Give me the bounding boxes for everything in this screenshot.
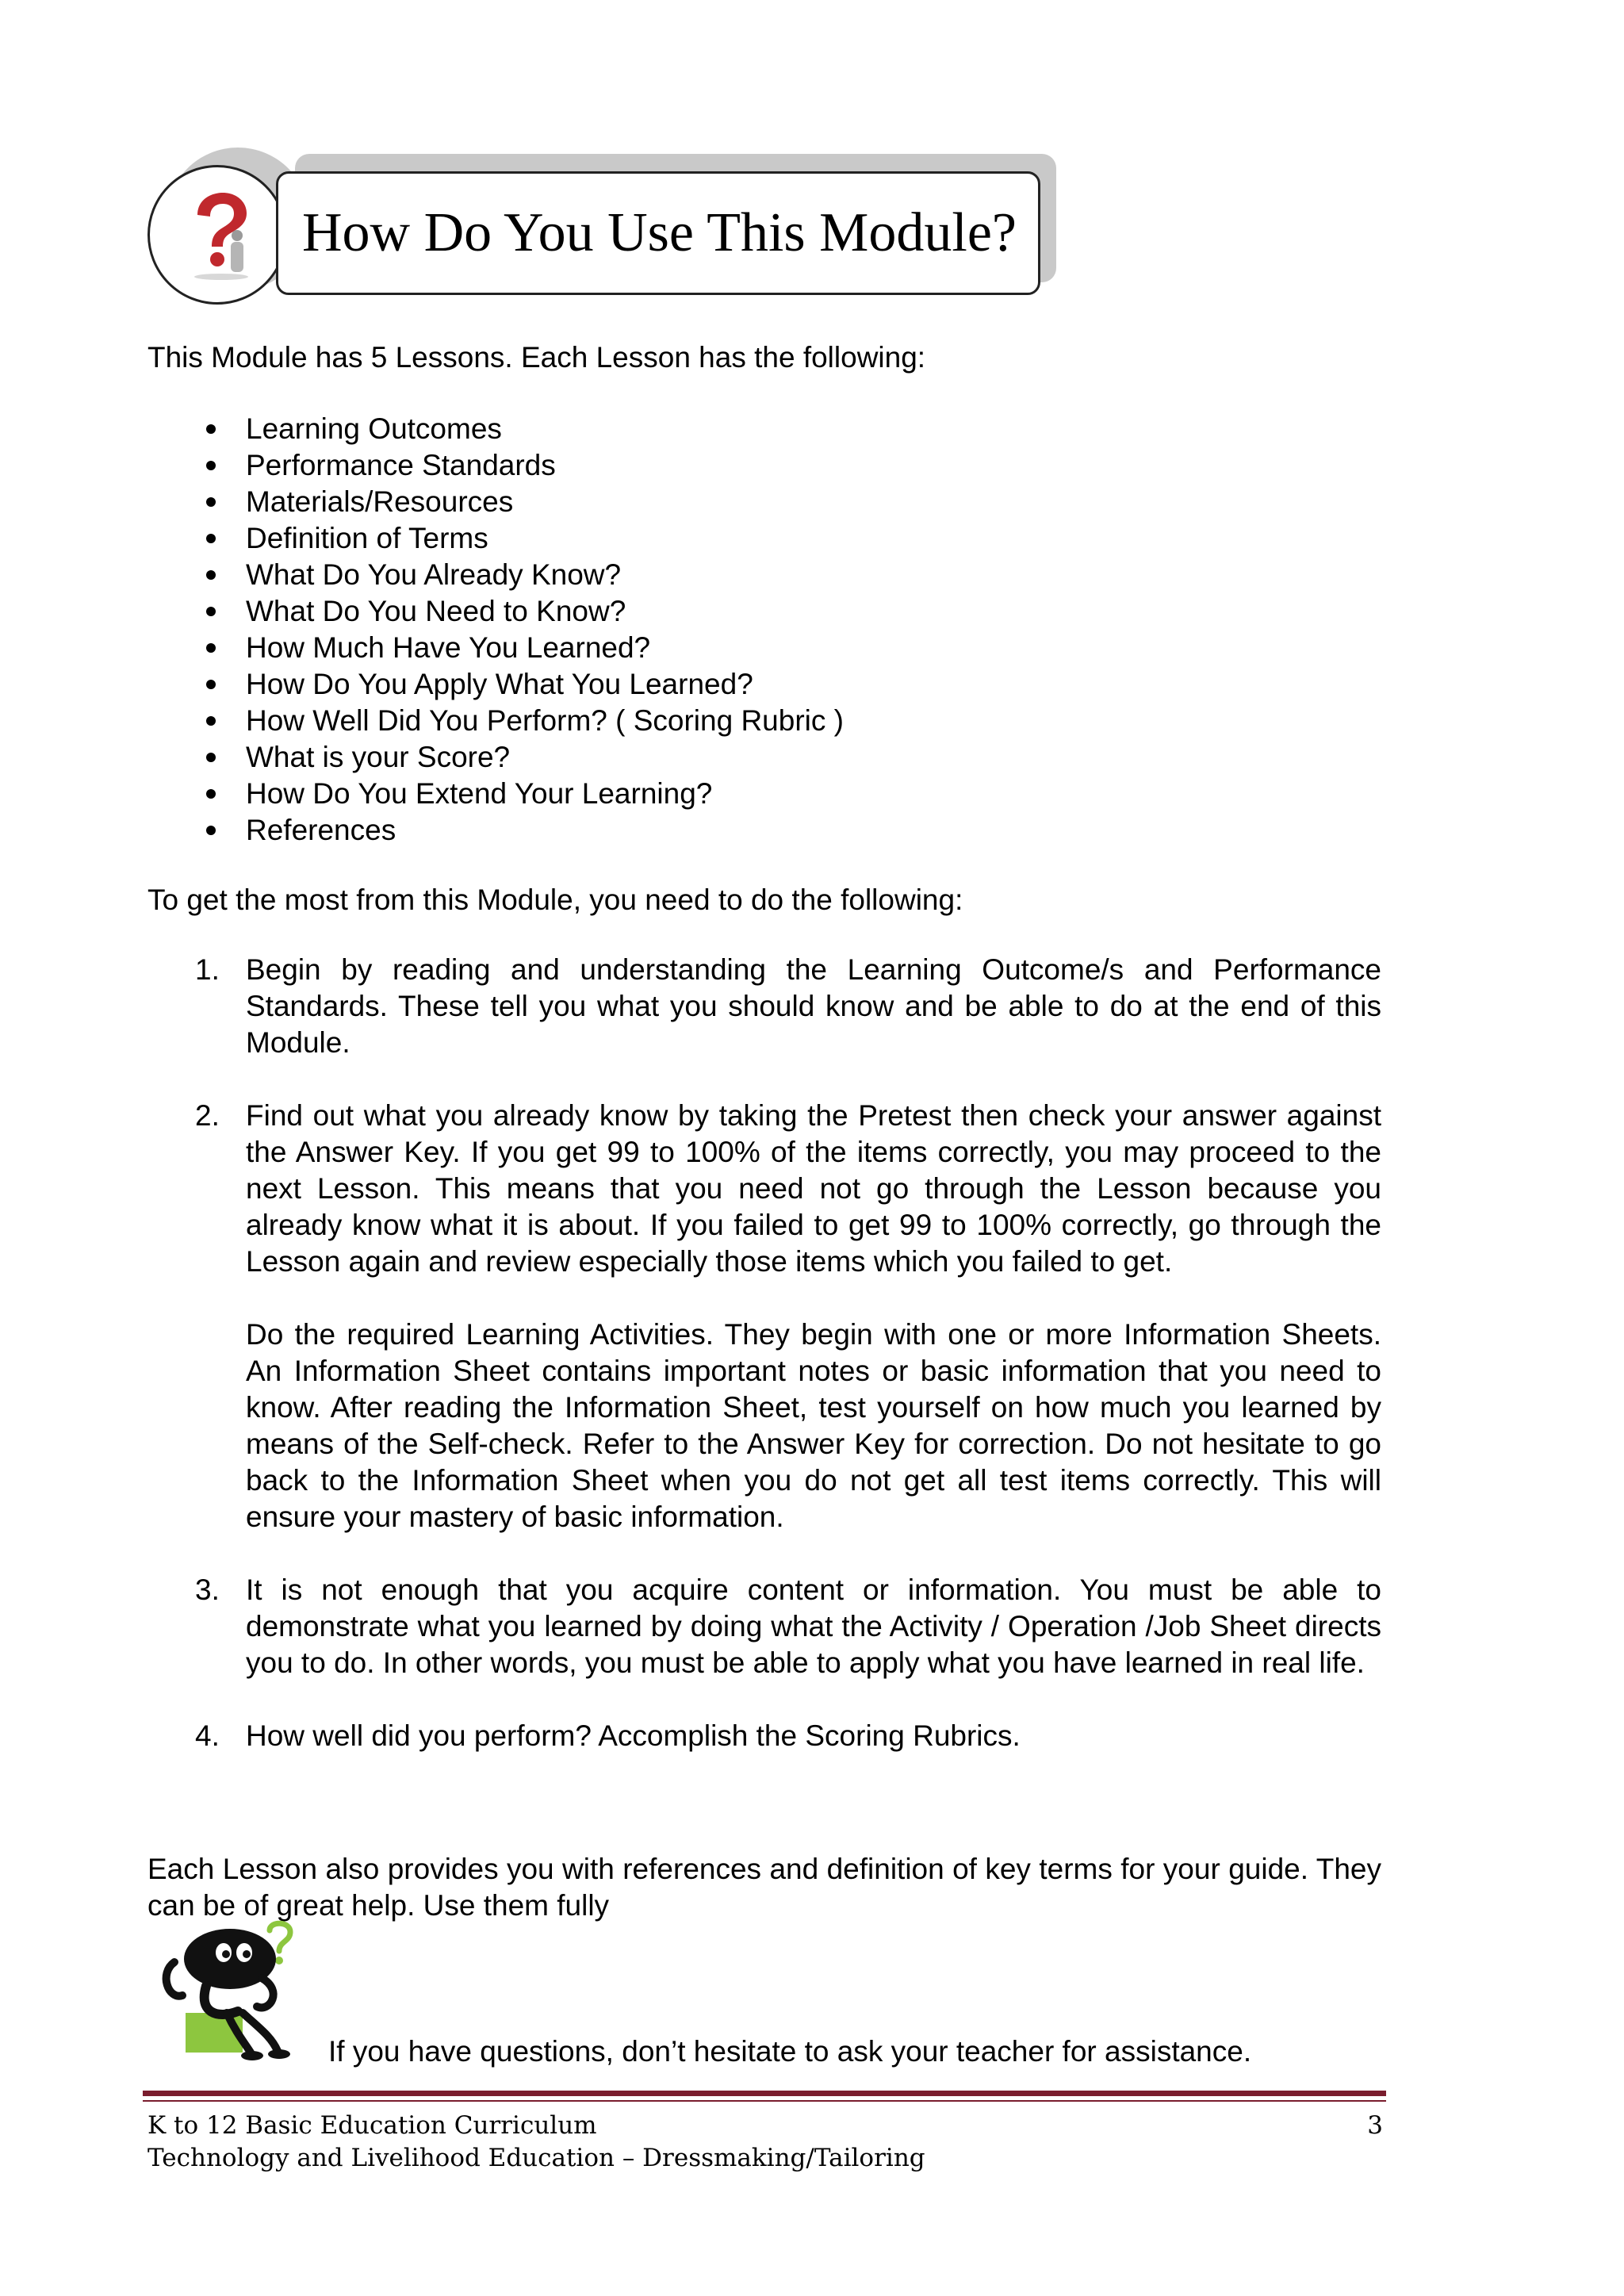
step-text: Do the required Learning Activities. They begin with one or more Information Sheets. An Information Sheet contains important notes or basic information that you need to know. After reading the Information Sheet, test yourself on how much you learned by means of the Self-check. Refer to the Answer Key for correction. Do not hesitate to go back to the Information Sheet when you do not get all test items correctly. This will ensure your mastery of basic information. [246, 1318, 1381, 1533]
list-item: What Do You Already Know? [198, 557, 844, 593]
footer-rule-thin [143, 2100, 1386, 2102]
list-item: How Much Have You Learned? [198, 630, 844, 666]
section-header-banner [147, 148, 1059, 306]
step-text: Begin by reading and understanding the Learning Outcome/s and Performance Standards. These tell you what you should know and be able to do at the end of this Module. [246, 953, 1381, 1059]
instructions-intro: To get the most from this Module, you need to do the following: [147, 884, 963, 916]
list-item: What Do You Need to Know? [198, 593, 844, 630]
step-number: 3. [195, 1573, 220, 1606]
page-title: How Do You Use This Module? [302, 202, 1017, 263]
banner-title-box [276, 171, 1040, 295]
step-text: How well did you perform? Accomplish the Scoring Rubrics. [246, 1719, 1021, 1752]
step-text: Find out what you already know by taking the Pretest then check your answer against the Answer Key. If you get 99 to 100% of the items correctly, you may proceed to the next Lesson. This means that you need not go through the Lesson because you already know what it is about. If you failed to get 99 to 100% correctly, go through the Lesson again and review especially those items which you failed to get. [246, 1099, 1381, 1278]
page-number: 3 [1367, 2111, 1383, 2140]
list-item: How Well Did You Perform? ( Scoring Rubric ) [198, 703, 844, 739]
step-item [147, 1718, 1381, 1754]
list-item: Definition of Terms [198, 520, 844, 557]
step-number: 2. [195, 1099, 220, 1132]
step-item [147, 1098, 1381, 1535]
list-item: Materials/Resources [198, 484, 844, 520]
footer-rule [143, 2091, 1386, 2096]
footer-curriculum: K to 12 Basic Education Curriculum [147, 2111, 597, 2140]
list-item: How Do You Extend Your Learning? [198, 776, 844, 812]
list-item: What is your Score? [198, 739, 844, 776]
list-item: Learning Outcomes [198, 411, 844, 447]
help-note: If you have questions, don’t hesitate to ask your teacher for assistance. [328, 2035, 1252, 2068]
step-number: 4. [195, 1719, 220, 1752]
lesson-parts-list [198, 411, 844, 849]
page-footer [147, 2110, 1383, 2175]
footer-row [147, 2110, 1383, 2142]
thinking-character-icon [151, 1918, 325, 2068]
footer-subject: Technology and Livelihood Education – Dressmaking/Tailoring [147, 2144, 925, 2172]
list-item: Performance Standards [198, 447, 844, 484]
step-number: 1. [195, 953, 220, 986]
question-mark-icon [180, 188, 259, 283]
list-item: References [198, 812, 844, 849]
steps-list [147, 952, 1381, 1754]
closing-paragraph: Each Lesson also provides you with references and definition of key terms for your guide. They can be of great help. Use them fully [147, 1853, 1381, 1922]
step-text: It is not enough that you acquire content or information. You must be able to demonstrate what you learned by doing what the Activity / Operation /Job Sheet directs you to do. In other words, you must be able to apply what you have learned in real life. [246, 1573, 1381, 1679]
step-item [147, 1572, 1381, 1681]
list-item: How Do You Apply What You Learned? [198, 666, 844, 703]
step-item [147, 952, 1381, 1061]
intro-text: This Module has 5 Lessons. Each Lesson has the following: [147, 341, 926, 374]
banner-icon-circle [147, 165, 287, 305]
